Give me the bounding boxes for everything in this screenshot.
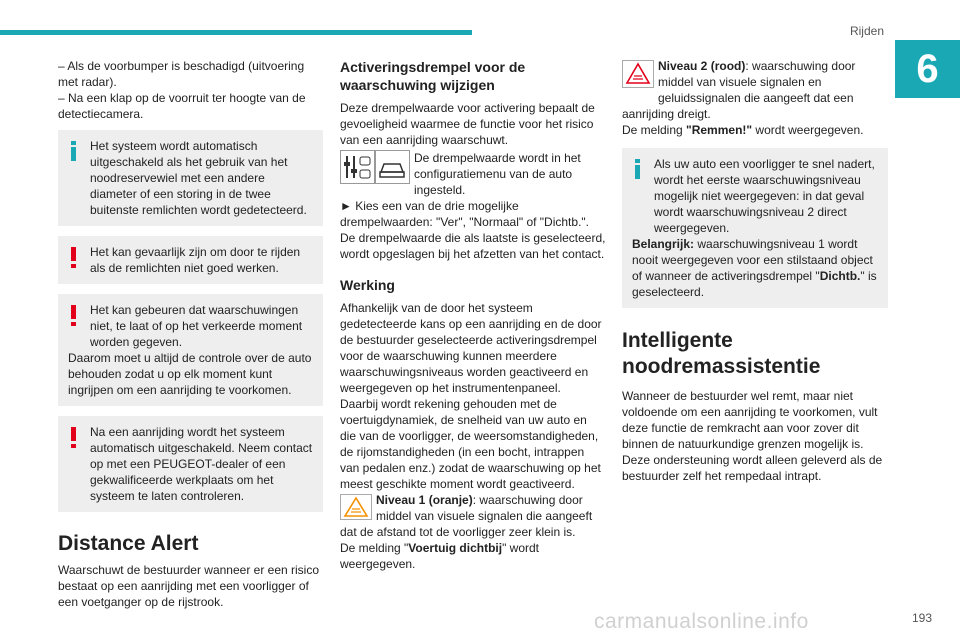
warning-note-3-text: Na een aanrijding wordt het systeem automatisch uitgeschakeld. Neem contact op met een PEUGEOT-dealer of een gekwalificeerde werkplaats om het systeem te laten controleren. xyxy=(90,425,313,503)
chapter-number: 6 xyxy=(895,40,960,98)
level-1-text xyxy=(340,492,606,540)
heading-threshold: Activeringsdrempel voor de waarschuwing wijzigen xyxy=(340,59,526,93)
warning-note-2-text-b: Daarom moet u altijd de controle over de auto behouden zodat u op elk moment kunt ingrijpen om een aanrijding te voorkomen. xyxy=(68,351,312,397)
intelligent-brake-text: Wanneer de bestuurder wel remt, maar niet voldoende om een aanrijding te voorkomen, vult deze functie de remkracht aan voor zover dit binnen de natuurkundige grenzen mogelijk is. Deze ondersteuning wordt alleen geleverd als de bestuurder zelf het rempedaal intrapt. xyxy=(622,389,883,483)
settings-car-icon xyxy=(340,150,410,188)
level-1-message-pre: De melding " xyxy=(340,541,409,555)
level-2-message-bold: "Remmen!" xyxy=(686,123,753,137)
intro-bullet-1: – Als de voorbumper is beschadigd (uitvoering met radar). xyxy=(58,59,305,89)
working-text-a: Afhankelijk van de door het systeem gedetecteerde kans op een aanrijding en de door de bestuurder geselecteerde activeringsdrempel voor de waarschuwing kunnen meerdere waarschuwingsniveaus worden geactiveerd en weergegeven op het instrumentenpaneel. xyxy=(340,301,602,395)
watermark: carmanualsonline.info xyxy=(594,610,809,633)
info-note-text: Het systeem wordt automatisch uitgeschakeld als het gebruik van het noodreservewiel met een andere diameter of een storing in de twee buitenste remlichten wordt gedetecteerd. xyxy=(90,139,307,217)
level-2-row xyxy=(622,58,888,122)
column-2 xyxy=(340,58,606,572)
warning-note-2-text-a: Het kan gebeuren dat waarschuwingen niet, te laat of op het verkeerde moment worden gegeven. xyxy=(90,303,303,349)
warning-note-1-text: Het kan gevaarlijk zijn om door te rijden als de remlichten niet goed werken. xyxy=(90,245,301,275)
column-1 xyxy=(58,58,323,610)
section-title: Rijden xyxy=(849,24,884,38)
important-text-c: " is geselecteerd. xyxy=(632,269,877,299)
level-1-row xyxy=(340,492,606,540)
level-2-text xyxy=(622,58,888,122)
warning-note-1 xyxy=(58,236,323,284)
warning-note-2 xyxy=(58,294,323,406)
level-2-label: Niveau 2 (rood) xyxy=(658,59,746,73)
info-note-levels-text-a: Als uw auto een voorligger te snel nadert, wordt het eerste waarschuwingsniveau mogelijk niet weergegeven: in dat geval wordt waarschuwingsniveau 2 direct weergegeven. xyxy=(654,157,875,235)
info-note-levels xyxy=(622,148,888,308)
level-1-label: Niveau 1 (oranje) xyxy=(376,493,473,507)
warning-note-3 xyxy=(58,416,323,512)
level-1-message xyxy=(340,540,606,572)
info-icon xyxy=(633,159,643,183)
level-1-desc: : waarschuwing door middel van visuele signalen die aangeeft dat de afstand tot de voorligger zeer klein is. xyxy=(340,493,593,539)
info-note xyxy=(58,130,323,226)
threshold-icon-text: De drempelwaarde wordt in het configuratiemenu van de auto ingesteld. xyxy=(414,151,581,197)
info-note-levels-text-b xyxy=(632,236,878,300)
heading-intelligent-brake: Intelligente noodremassistentie xyxy=(622,329,821,378)
threshold-text: Deze drempelwaarde voor activering bepaalt de gevoeligheid waarmee de functie voor het risico van een aanrijding waarschuwt. xyxy=(340,101,595,147)
important-text-a: waarschuwingsniveau 1 wordt nooit weergegeven voor een stilstaand object of wanneer de activeringsdrempel " xyxy=(632,237,873,283)
level-2-message xyxy=(622,122,888,138)
important-text-bold: Dichtb. xyxy=(819,269,861,283)
top-accent-bar xyxy=(0,30,472,35)
intro-bullet-2: – Na een klap op de voorruit ter hoogte van de detectiecamera. xyxy=(58,91,306,121)
column-3 xyxy=(622,58,888,484)
warning-icon xyxy=(69,247,79,273)
warning-triangle-red-icon xyxy=(622,60,654,92)
working-text-b: Daarbij wordt rekening gehouden met de voertuigdynamiek, de snelheid van uw auto en die van de voorligger, de weersomstandigheden, de rijomstandigheden (in een bocht, intrappen van pedalen enz.) zodat de waarschuwing op het meest geschikte moment wordt geactiveerd. xyxy=(340,397,601,491)
last-threshold-text: De drempelwaarde die als laatste is geselecteerd, wordt opgeslagen bij het afzetten van het contact. xyxy=(340,231,606,261)
page-number: 193 xyxy=(911,611,932,625)
level-2-message-post: wordt weergegeven. xyxy=(752,123,864,137)
heading-working: Werking xyxy=(340,277,395,293)
important-label: Belangrijk: xyxy=(632,237,695,251)
heading-distance-alert: Distance Alert xyxy=(58,532,199,555)
info-icon xyxy=(69,141,79,165)
warning-triangle-orange-icon xyxy=(340,494,372,524)
distance-alert-text: Waarschuwt de bestuurder wanneer er een risico bestaat op een aanrijding met een voorligger of een voetganger op de rijstrook. xyxy=(58,563,320,609)
level-2-desc: : waarschuwing door middel van visuele signalen en geluidssignalen die aangeeft dat een aanrijding dreigt. xyxy=(622,59,856,121)
threshold-icon-row xyxy=(340,150,606,198)
choose-threshold-text: ► Kies een van de drie mogelijke drempelwaarden: "Ver", "Normaal" of "Dichtb.". xyxy=(340,199,589,229)
level-1-message-bold: Voertuig dichtbij xyxy=(408,541,503,555)
level-1-message-post: " wordt weergegeven. xyxy=(340,541,540,571)
warning-icon xyxy=(69,305,79,331)
warning-icon xyxy=(69,427,79,453)
level-2-message-pre: De melding xyxy=(622,123,687,137)
